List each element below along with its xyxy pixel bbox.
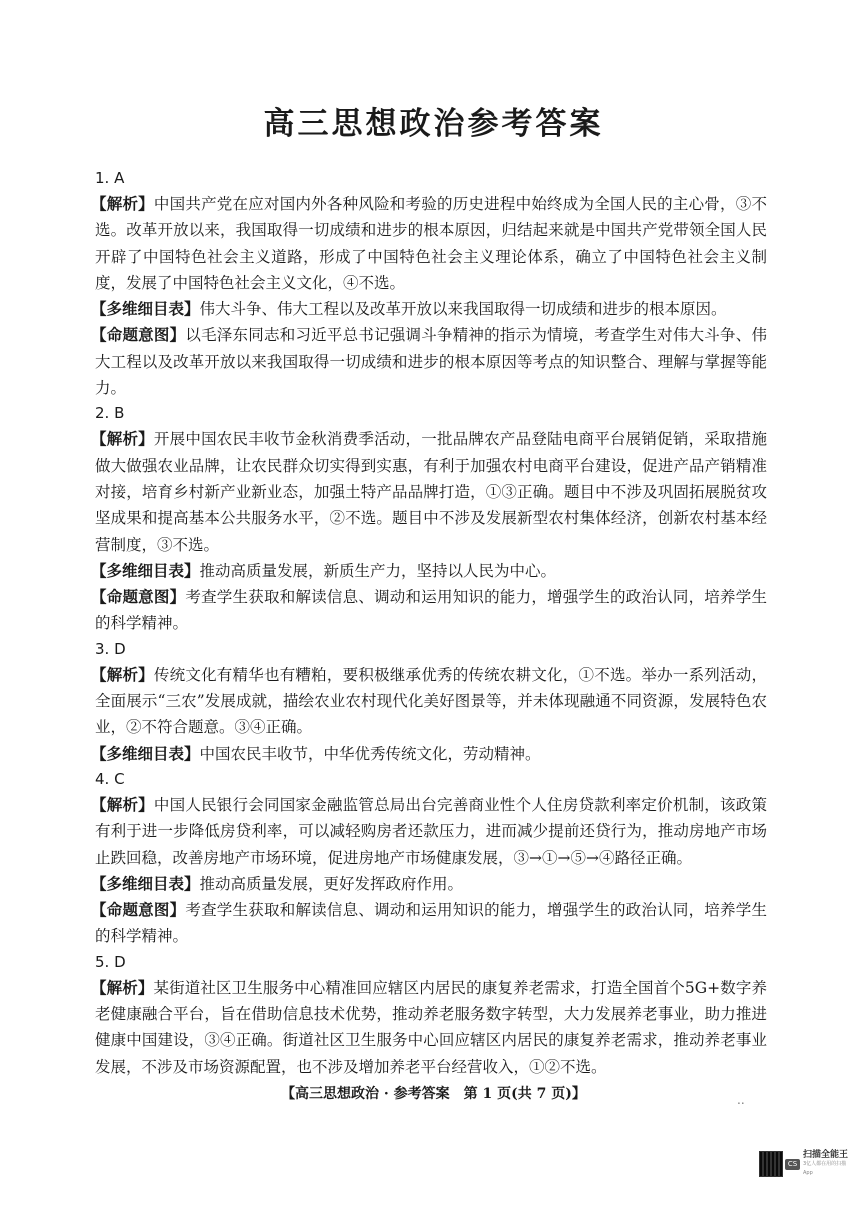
scanner-subtitle: 3亿人都在用的扫描App [803,1160,847,1176]
section-tag: 【解析】 [91,794,154,814]
section-tag: 【命题意图】 [91,900,186,920]
page-title: 高三思想政治参考答案 [263,106,604,142]
section-text: 某街道社区卫生服务中心精准回应辖区内居民的康复养老需求，打造全国首个5G+数字养老健康融合平台，旨在借助信息技术优势，推动养老服务数字转型，大力发展养老事业，助力推进健康中国建设，③④正确。街道社区卫生服务中心回应辖区内居民的康复养老需求，推动养老事业发展，不涉及市场资源配置，也不涉及增加养老平台经营收入，①②不选。 [95,978,767,1076]
section-text: 考查学生获取和解读信息、调动和运用知识的能力，增强学生的政治认同，培养学生的科学精神。 [95,901,767,946]
answer-content [91,166,767,1080]
question-number: 5. D [95,952,126,971]
section-text: 开展中国农民丰收节金秋消费季活动，一批品牌农产品登陆电商平台展销促销，采取措施做大做强农业品牌，让农民群众切实得到实惠，有利于加强农村电商平台建设，促进产品产销精准对接，培育乡村新产业新业态，加强土特产品品牌打造，①③正确。题目中不涉及巩固拓展脱贫攻坚成果和提高基本公共服务水平，②不选。题目中不涉及发展新型农村集体经济，创新农村基本经营制度，③不选。 [95,430,767,554]
section-tag: 【解析】 [91,194,154,213]
qr-code-icon [760,1152,782,1176]
section-text: 中国农民丰收节，中华优秀传统文化，劳动精神。 [199,744,541,763]
page-footer: 【高三思想政治 · 参考答案 第 1 页(共 7 页)】 [281,1086,586,1102]
question-number: 4. C [95,769,125,788]
question-item [91,166,767,401]
answer-paragraph [91,558,767,584]
scanner-watermark [760,1149,852,1176]
question-number: 1. A [95,169,125,187]
question-item [91,637,767,767]
section-text: 推动高质量发展，新质生产力，坚持以人民为中心。 [199,561,557,580]
answer-paragraph [91,584,767,637]
section-tag: 【解析】 [91,977,154,997]
section-text: 推动高质量发展，更好发挥政府作用。 [199,874,464,893]
answer-paragraph [91,191,767,296]
section-tag: 【命题意图】 [91,325,186,345]
answer-paragraph [91,296,767,322]
question-number: 2. B [95,404,125,423]
answer-paragraph [91,662,767,741]
question-item [91,401,767,636]
question-item [91,767,767,950]
answer-paragraph [91,975,767,1080]
answer-paragraph [91,871,767,897]
section-tag: 【多维细目表】 [91,299,200,319]
section-text: 考查学生获取和解读信息、调动和运用知识的能力，增强学生的政治认同，培养学生的科学精神。 [95,588,767,633]
section-text: 中国人民银行会同国家金融监管总局出台完善商业性个人住房贷款利率定价机制，该政策有利于进一步降低房贷利率，可以减轻购房者还款压力，进而减少提前还贷行为，推动房地产市场止跌回稳，改善房地产市场环境，促进房地产市场健康发展，③→①→⑤→④路径正确。 [95,795,767,867]
section-text: 传统文化有精华也有糟粕，要积极继承优秀的传统农耕文化，①不选。举办一系列活动，全面展示“三农”发展成就，描绘农业农村现代化美好图景等，并未体现融通不同资源，发展特色农业，②不符合题意。③④正确。 [95,665,767,737]
answer-paragraph [91,426,767,557]
section-tag: 【多维细目表】 [91,743,200,763]
section-text: 中国共产党在应对国内外各种风险和考验的历史进程中始终成为全国人民的主心骨，③不选。改革开放以来，我国取得一切成绩和进步的根本原因，归结起来就是中国共产党带领全国人民开辟了中国特色社会主义道路，形成了中国特色社会主义理论体系，确立了中国特色社会主义制度，发展了中国特色社会主义文化，④不选。 [95,195,767,292]
section-tag: 【多维细目表】 [91,560,200,580]
question-number: 3. D [95,639,126,658]
section-tag: 【命题意图】 [91,587,186,607]
section-tag: 【解析】 [91,664,154,684]
answer-paragraph [91,792,767,871]
question-item [91,950,767,1080]
answer-paragraph [91,322,767,401]
scanner-name: 扫描全能王 [803,1149,849,1160]
camscanner-logo-icon: CS [785,1159,800,1170]
answer-paragraph [91,897,767,950]
section-text: 以毛泽东同志和习近平总书记强调斗争精神的指示为情境，考查学生对伟大斗争、伟大工程以及改革开放以来我国取得一切成绩和进步的根本原因等考点的知识整合、理解与掌握等能力。 [95,326,767,398]
answer-paragraph [91,741,767,767]
section-tag: 【多维细目表】 [91,873,200,893]
section-text: 伟大斗争、伟大工程以及改革开放以来我国取得一切成绩和进步的根本原因。 [199,300,727,319]
section-tag: 【解析】 [91,429,154,449]
scan-speck: .. [737,1093,745,1107]
